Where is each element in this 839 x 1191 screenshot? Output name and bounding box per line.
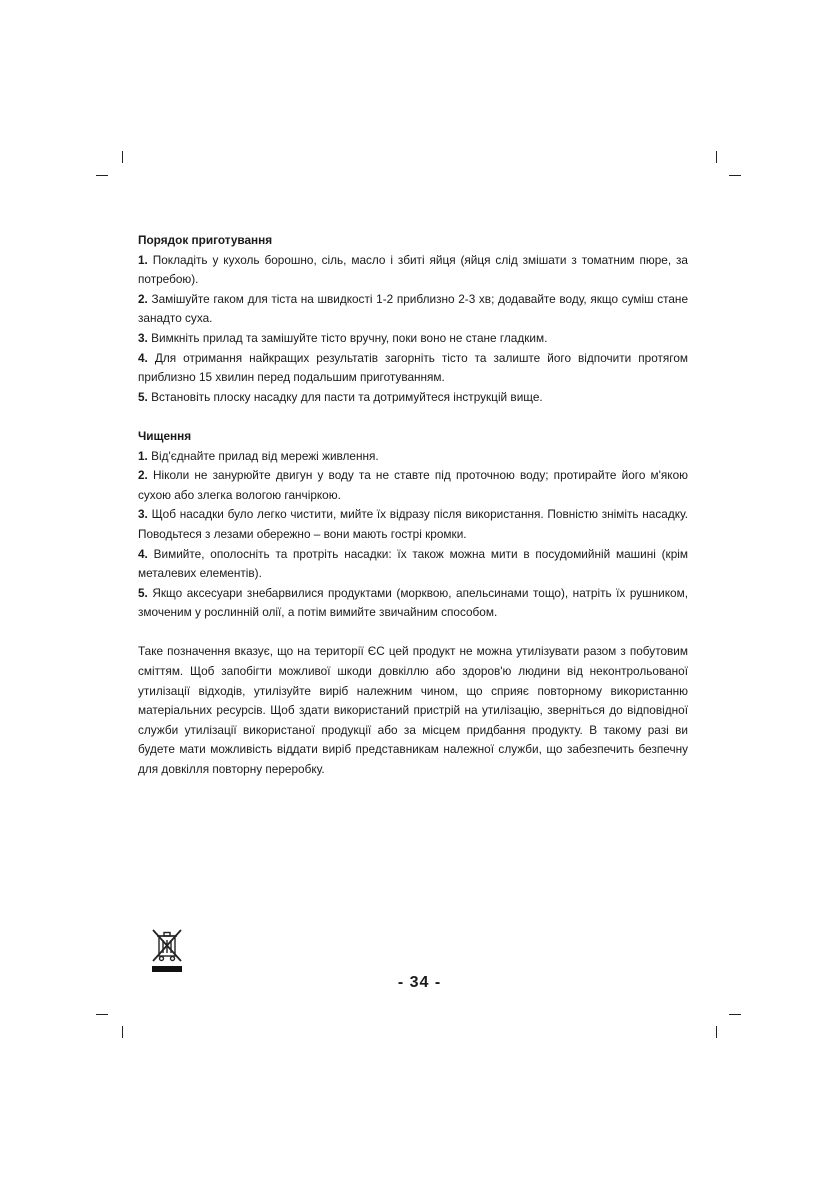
cooking-step-2: 2. Замішуйте гаком для тіста на швидкості 1-2 приблизно 2-3 хв; додавайте воду, якщо суміш стане занадто суха. xyxy=(138,291,689,326)
crop-mark xyxy=(716,151,717,163)
cleaning-step-2: 2. Ніколи не занурюйте двигун у воду та не ставте під проточною воду; протирайте його м'якою сухою або злегка вологою ганчіркою. xyxy=(138,468,688,502)
cleaning-step-5: 5. Якщо аксесуари знебарвилися продуктами (морквою, апельсинами тощо), натріть їх рушником, змоченим у рослинній олії, а потім вимийте звичайним способом. xyxy=(138,585,688,620)
cooking-step-4: 4. Для отримання найкращих результатів загорніть тісто та залиште його відпочити протягом приблизно 15 хвилин перед подальшим приготуванням. xyxy=(138,350,689,385)
crossed-out-wheeled-bin-icon xyxy=(150,928,184,974)
crop-mark xyxy=(96,175,108,176)
cooking-title: Порядок приготування xyxy=(138,233,273,247)
disposal-paragraph: Таке позначення вказує, що на території ЄС цей продукт не можна утилізувати разом з побутовим сміттям. Щоб запобігти можливої шкоди довкіллю або здоров'ю людини від неконтрольованої утилізації відходів, утилізуйте виріб належним чином, що сприяє повторному використанню матеріальних ресурсів. Щоб здати використаний пристрій на утилізацію, зверніться до відповідної служби утилізації використаної продукції або за місцем придбання продукту. В такому разі ви будете мати можливість віддати виріб представникам належної служби, що забезпечить безпечну для довкілля повторну переробку. xyxy=(138,644,688,777)
cleaning-step-3: 3. Щоб насадки було легко чистити, мийте їх відразу після використання. Повністю зніміть насадку. Поводьтеся з лезами обережно – вони мають гострі кромки. xyxy=(138,507,689,541)
section-gap xyxy=(138,623,688,643)
page-content xyxy=(138,231,688,780)
crop-mark xyxy=(96,1014,108,1015)
cleaning-step-4: 4. Вимийте, ополосніть та протріть насадки: їх також можна мити в посудомийній машині (крім металевих елементів). xyxy=(138,546,688,581)
section-gap xyxy=(138,407,688,427)
cleaning-title: Чищення xyxy=(138,428,192,443)
crop-mark xyxy=(729,175,741,176)
cleaning-step-1: 1. Від'єднайте прилад від мережі живлення. xyxy=(138,448,379,463)
cooking-step-5: 5. Встановіть плоску насадку для пасти та дотримуйтеся інструкцій вище. xyxy=(138,389,543,404)
cooking-step-1: 1. Покладіть у кухоль борошно, сіль, масло і збиті яйця (яйця слід змішати з томатним пюре, за потребою). xyxy=(138,252,688,287)
page-number: - 34 - xyxy=(397,974,442,991)
crop-mark xyxy=(122,151,123,163)
crop-mark xyxy=(122,1026,123,1038)
cooking-step-3: 3. Вимкніть прилад та замішуйте тісто вручну, поки воно не стане гладким. xyxy=(138,330,548,345)
crop-mark xyxy=(716,1026,717,1038)
crop-mark xyxy=(729,1014,741,1015)
